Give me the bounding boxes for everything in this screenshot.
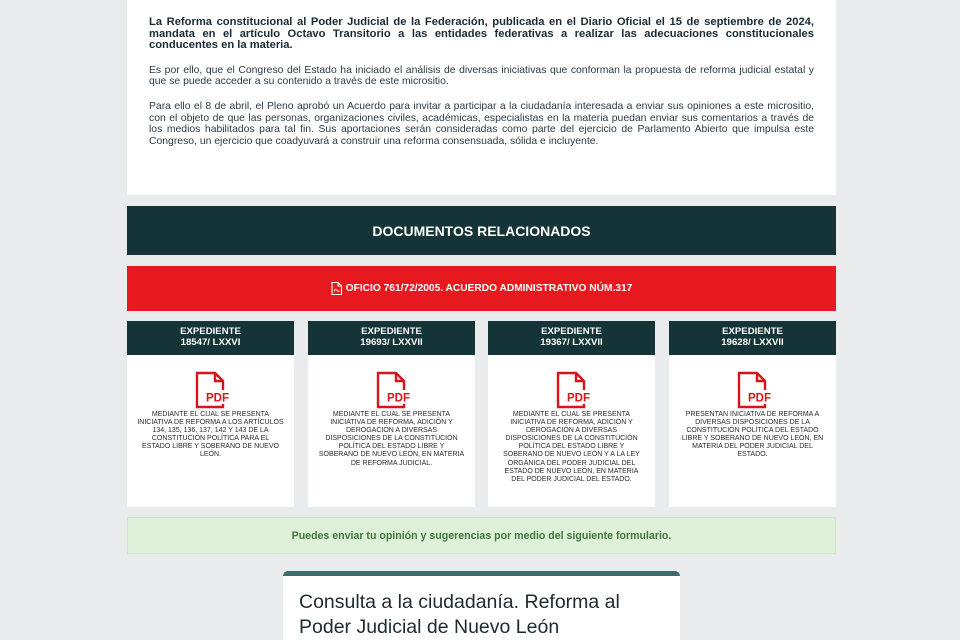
svg-text:PDF: PDF: [386, 392, 410, 405]
expediente-description: PRESENTAN INICIATIVA DE REFORMA A DIVERSAS DISPOSICIONES DE LA CONSTITUCIÓN POLÍTICA DEL ESTADO LIBRE Y SOBERANO DE NUEVO LEÓN, EN MATERIA DEL PODER JUDICIAL DEL ESTADO.: [681, 411, 824, 459]
expediente-header: [488, 321, 655, 355]
svg-text:PDF: PDF: [566, 392, 590, 405]
form-notice-text: Puedes enviar tu opinión y sugerencias por medio del siguiente formulario.: [291, 529, 672, 542]
svg-text:PDF: PDF: [747, 392, 771, 405]
intro-lead-paragraph: La Reforma constitucional al Poder Judicial de la Federación, publicada en el Diario Oficial el 15 de septiembre de 2024, mandata en el artículo Octavo Transitorio a las entidades federativas a realizar las adecuaciones constitucionales conducentes en la materia.: [149, 16, 814, 52]
expediente-card-19367[interactable]: [488, 321, 655, 507]
expediente-number: 19367/ LXXVII: [540, 337, 603, 348]
expediente-card-19628[interactable]: [669, 321, 836, 507]
pdf-icon[interactable]: [734, 371, 772, 409]
oficio-link[interactable]: [127, 266, 836, 311]
oficio-label: OFICIO 761/72/2005. ACUERDO ADMINISTRATIVO NÚM.317: [345, 283, 633, 294]
pdf-icon[interactable]: [553, 371, 591, 409]
expediente-header: [669, 321, 836, 355]
pdf-icon[interactable]: [192, 371, 230, 409]
file-pdf-icon: [331, 282, 342, 295]
form-notice: [127, 517, 836, 554]
expediente-title: EXPEDIENTE: [541, 326, 602, 338]
intro-paragraph-2: Es por ello, que el Congreso del Estado ha iniciado el análisis de diversas iniciativas que conforman la propuesta de reforma judicial estatal y que se puede acceder a su contenido a través de este micrositio.: [149, 64, 814, 88]
expediente-card-19693[interactable]: [308, 321, 475, 507]
expediente-card-18547[interactable]: [127, 321, 294, 507]
documents-header: [127, 206, 836, 255]
expediente-header: [308, 321, 475, 355]
expediente-number: 19693/ LXXVII: [360, 337, 423, 348]
expediente-number: 18547/ LXXVI: [180, 337, 241, 348]
intro-card: [127, 0, 836, 195]
expediente-description: MEDIANTE EL CUAL SE PRESENTA INICIATIVA DE REFORMA A LOS ARTÍCULOS 134, 135, 136, 137, 142 Y 143 DE LA CONSTITUCIÓN POLÍTICA PARA EL ESTADO LIBRE Y SOBERANO DE NUEVO LEÓN.: [137, 411, 284, 459]
expediente-description: MEDIANTE EL CUAL SE PRESENTA INICIATIVA DE REFORMA, ADICIÓN Y DEROGACIÓN A DIVERSAS DISPOSICIONES DE LA CONSTITUCIÓN POLÍTICA DEL ESTADO LIBRE Y SOBERANO DE NUEVO LEÓN, EN MATERIA DE REFORMA JUDICIAL.: [318, 411, 465, 467]
pdf-icon[interactable]: [373, 371, 411, 409]
svg-text:PDF: PDF: [205, 392, 229, 405]
expediente-number: 19628/ LXXVII: [721, 337, 784, 348]
documents-header-title: DOCUMENTOS RELACIONADOS: [372, 222, 591, 239]
expediente-title: EXPEDIENTE: [722, 326, 783, 338]
expediente-title: EXPEDIENTE: [361, 326, 422, 338]
expediente-description: MEDIANTE EL CUAL SE PRESENTA INICIATIVA DE REFORMA, ADICIÓN Y DEROGACIÓN A DIVERSAS DISPOSICIONES DE LA CONSTITUCIÓN POLÍTICA DEL ESTADO LIBRE Y SOBERANO DE NUEVO LEÓN Y A LA LEY ORGÁNICA DEL PODER JUDICIAL DEL ESTADO DE NUEVO LEÓN, EN MATERIA DEL PODER JUDICIAL DEL ESTADO.: [503, 411, 640, 483]
expediente-title: EXPEDIENTE: [180, 326, 241, 338]
form-title: Consulta a la ciudadanía. Reforma al Poder Judicial de Nuevo León: [299, 591, 620, 638]
expediente-header: [127, 321, 294, 355]
consultation-form-card: [283, 571, 680, 640]
intro-paragraph-3: Para ello el 8 de abril, el Pleno aprobó un Acuerdo para invitar a participar a la ciudadanía interesada a enviar sus opiniones a este micrositio, con el objeto de que las personas, organizaciones civiles, académicas, especialistas en la materia puedan enviar sus comentarios a través de los medios habilitados para tal fin. Sus aportaciones serán consideradas como parte del ejercicio de Parlamento Abierto que impulsa este Congreso, un ejercicio que coadyuvará a construir una reforma consensuada, sólida e incluyente.: [149, 100, 814, 147]
